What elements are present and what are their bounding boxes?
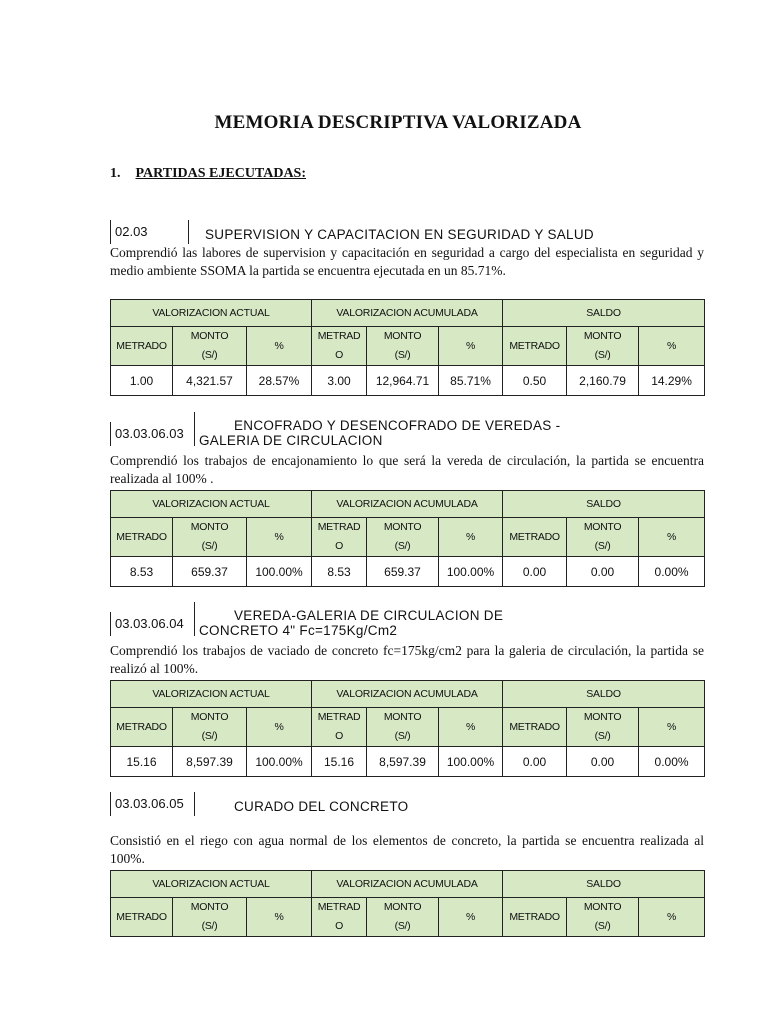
header-valorizacion-actual: VALORIZACION ACTUAL bbox=[111, 871, 312, 898]
header-metrado-split: METRAD O bbox=[312, 708, 367, 747]
cell: 8,597.39 bbox=[367, 747, 439, 777]
partida-03-03-06-05 bbox=[110, 792, 704, 937]
header-percent: % bbox=[247, 898, 312, 937]
cell: 3.00 bbox=[312, 366, 367, 396]
cell: 15.16 bbox=[111, 747, 173, 777]
header-metrado-split: METRAD O bbox=[312, 898, 367, 937]
cell: 0.00 bbox=[567, 747, 639, 777]
cell: 8.53 bbox=[111, 557, 173, 587]
partida-code: 02.03 bbox=[110, 220, 148, 244]
cell: 14.29% bbox=[639, 366, 705, 396]
section-heading bbox=[110, 166, 306, 182]
cell: 15.16 bbox=[312, 747, 367, 777]
header-monto: MONTO (S/) bbox=[567, 898, 639, 937]
cell: 100.00% bbox=[247, 557, 312, 587]
valorizacion-table bbox=[110, 680, 705, 777]
heading-text: PARTIDAS EJECUTADAS: bbox=[135, 166, 307, 181]
header-percent: % bbox=[439, 327, 503, 366]
table-row bbox=[111, 366, 705, 396]
header-metrado-split: METRAD O bbox=[312, 327, 367, 366]
header-valorizacion-acumulada: VALORIZACION ACUMULADA bbox=[312, 491, 503, 518]
partida-title: ENCOFRADO Y DESENCOFRADO DE VEREDAS - GALERIA DE CIRCULACION bbox=[199, 418, 561, 448]
header-percent: % bbox=[247, 327, 312, 366]
cell: 0.00 bbox=[567, 557, 639, 587]
cell: 659.37 bbox=[173, 557, 247, 587]
partida-code: 03.03.06.04 bbox=[110, 612, 184, 636]
valorizacion-table bbox=[110, 870, 705, 937]
header-saldo: SALDO bbox=[503, 681, 705, 708]
header-valorizacion-acumulada: VALORIZACION ACUMULADA bbox=[312, 871, 503, 898]
partida-header bbox=[110, 792, 704, 816]
cell: 0.00 bbox=[503, 557, 567, 587]
cell: 4,321.57 bbox=[173, 366, 247, 396]
header-percent: % bbox=[439, 518, 503, 557]
partida-header bbox=[110, 220, 704, 244]
header-monto: MONTO (S/) bbox=[367, 708, 439, 747]
header-valorizacion-acumulada: VALORIZACION ACUMULADA bbox=[312, 681, 503, 708]
code-separator bbox=[194, 602, 195, 636]
header-monto: MONTO (S/) bbox=[367, 518, 439, 557]
header-metrado: METRADO bbox=[503, 327, 567, 366]
heading-number: 1. bbox=[110, 166, 121, 181]
header-valorizacion-actual: VALORIZACION ACTUAL bbox=[111, 300, 312, 327]
header-valorizacion-acumulada: VALORIZACION ACUMULADA bbox=[312, 300, 503, 327]
header-monto: MONTO (S/) bbox=[367, 898, 439, 937]
header-percent: % bbox=[639, 327, 705, 366]
code-separator bbox=[194, 412, 195, 446]
header-monto: MONTO (S/) bbox=[567, 518, 639, 557]
header-metrado: METRADO bbox=[503, 898, 567, 937]
code-separator bbox=[188, 220, 189, 244]
cell: 8.53 bbox=[312, 557, 367, 587]
table-row bbox=[111, 557, 705, 587]
cell: 12,964.71 bbox=[367, 366, 439, 396]
cell: 100.00% bbox=[439, 747, 503, 777]
cell: 0.00 bbox=[503, 747, 567, 777]
partida-title: SUPERVISION Y CAPACITACION EN SEGURIDAD Y SALUD bbox=[205, 227, 594, 242]
header-monto: MONTO (S/) bbox=[173, 708, 247, 747]
header-metrado: METRADO bbox=[111, 898, 173, 937]
cell: 659.37 bbox=[367, 557, 439, 587]
header-metrado: METRADO bbox=[111, 327, 173, 366]
header-monto: MONTO (S/) bbox=[367, 327, 439, 366]
header-valorizacion-actual: VALORIZACION ACTUAL bbox=[111, 491, 312, 518]
partida-03-03-06-04 bbox=[110, 602, 704, 777]
header-percent: % bbox=[247, 518, 312, 557]
partida-description: Comprendió las labores de supervision y capacitación en seguridad a cargo del especialista en seguridad y medio ambiente SSOMA la partida se encuentra ejecutada en un 85.71%. bbox=[110, 245, 704, 278]
header-metrado-split: METRAD O bbox=[312, 518, 367, 557]
partida-description: Comprendió los trabajos de encajonamiento lo que será la vereda de circulación, la partida se encuentra realizada al 100% . bbox=[110, 453, 704, 486]
header-monto: MONTO (S/) bbox=[567, 708, 639, 747]
partida-code: 03.03.06.05 bbox=[110, 792, 184, 816]
header-metrado: METRADO bbox=[503, 708, 567, 747]
cell: 0.50 bbox=[503, 366, 567, 396]
header-monto: MONTO (S/) bbox=[173, 327, 247, 366]
header-metrado: METRADO bbox=[503, 518, 567, 557]
header-percent: % bbox=[439, 898, 503, 937]
header-monto: MONTO (S/) bbox=[173, 518, 247, 557]
cell: 100.00% bbox=[247, 747, 312, 777]
cell: 8,597.39 bbox=[173, 747, 247, 777]
header-valorizacion-actual: VALORIZACION ACTUAL bbox=[111, 681, 312, 708]
valorizacion-table bbox=[110, 299, 705, 396]
header-monto: MONTO (S/) bbox=[567, 327, 639, 366]
cell: 1.00 bbox=[111, 366, 173, 396]
header-percent: % bbox=[639, 518, 705, 557]
header-monto: MONTO (S/) bbox=[173, 898, 247, 937]
document-title: MEMORIA DESCRIPTIVA VALORIZADA bbox=[214, 112, 582, 133]
header-percent: % bbox=[247, 708, 312, 747]
partida-description: Comprendió los trabajos de vaciado de concreto fc=175kg/cm2 para la galeria de circulación, la partida se realizó al 100%. bbox=[110, 643, 704, 676]
header-saldo: SALDO bbox=[503, 300, 705, 327]
code-separator bbox=[194, 792, 195, 816]
partida-header bbox=[110, 602, 704, 636]
cell: 2,160.79 bbox=[567, 366, 639, 396]
partida-title: CURADO DEL CONCRETO bbox=[234, 799, 409, 814]
partida-02-03 bbox=[110, 220, 704, 396]
partida-description: Consistió en el riego con agua normal de los elementos de concreto, la partida se encuentra realizada al 100%. bbox=[110, 833, 704, 866]
partida-code: 03.03.06.03 bbox=[110, 422, 184, 446]
header-metrado: METRADO bbox=[111, 708, 173, 747]
cell: 28.57% bbox=[247, 366, 312, 396]
partida-title: VEREDA-GALERIA DE CIRCULACION DE CONCRETO 4" Fc=175Kg/Cm2 bbox=[199, 608, 504, 638]
header-saldo: SALDO bbox=[503, 871, 705, 898]
header-percent: % bbox=[439, 708, 503, 747]
partida-03-03-06-03 bbox=[110, 412, 704, 587]
cell: 100.00% bbox=[439, 557, 503, 587]
valorizacion-table bbox=[110, 490, 705, 587]
cell: 85.71% bbox=[439, 366, 503, 396]
cell: 0.00% bbox=[639, 747, 705, 777]
header-percent: % bbox=[639, 898, 705, 937]
table-row bbox=[111, 747, 705, 777]
header-percent: % bbox=[639, 708, 705, 747]
header-metrado: METRADO bbox=[111, 518, 173, 557]
partida-header bbox=[110, 412, 704, 446]
cell: 0.00% bbox=[639, 557, 705, 587]
header-saldo: SALDO bbox=[503, 491, 705, 518]
